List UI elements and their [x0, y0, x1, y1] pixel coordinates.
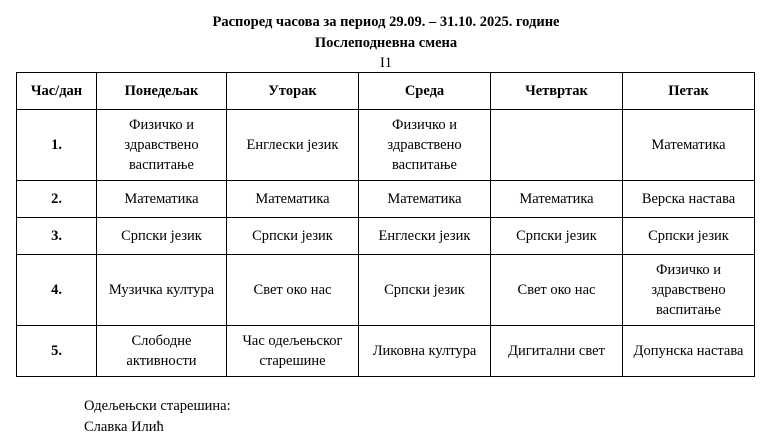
table-cell	[491, 110, 623, 181]
homeroom-teacher-name: Славка Илић	[84, 419, 164, 435]
homeroom-teacher-label: Одељењски старешина:	[84, 398, 231, 414]
table-row	[17, 181, 755, 218]
header-cell-monday: Понедељак	[97, 73, 227, 110]
header-cell-period: Час/дан	[17, 73, 97, 110]
period-number: 5.	[17, 326, 97, 377]
schedule-table	[16, 72, 755, 377]
period-number: 1.	[17, 110, 97, 181]
table-cell: Српски језик	[227, 218, 359, 255]
table-cell: Математика	[359, 181, 491, 218]
table-cell: Српски језик	[623, 218, 755, 255]
table-cell: Српски језик	[359, 255, 491, 326]
period-number: 4.	[17, 255, 97, 326]
table-cell: Физичко и здравствено васпитање	[623, 255, 755, 326]
table-row	[17, 326, 755, 377]
period-number: 2.	[17, 181, 97, 218]
table-row	[17, 110, 755, 181]
table-cell: Енглески језик	[359, 218, 491, 255]
table-cell: Математика	[623, 110, 755, 181]
table-cell: Свет око нас	[491, 255, 623, 326]
table-cell: Математика	[227, 181, 359, 218]
schedule-title: Распоред часова за период 29.09. – 31.10. 2025. године	[212, 14, 560, 30]
header-cell-tuesday: Уторак	[227, 73, 359, 110]
table-cell: Енглески језик	[227, 110, 359, 181]
table-cell: Физичко и здравствено васпитање	[359, 110, 491, 181]
period-number: 3.	[17, 218, 97, 255]
table-row	[17, 218, 755, 255]
table-header-row	[17, 73, 755, 110]
table-cell: Српски језик	[491, 218, 623, 255]
shift-subtitle: Послеподневна смена	[314, 35, 458, 51]
table-cell: Математика	[491, 181, 623, 218]
header-cell-friday: Петак	[623, 73, 755, 110]
table-cell: Свет око нас	[227, 255, 359, 326]
table-cell: Ликовна култура	[359, 326, 491, 377]
table-cell: Српски језик	[97, 218, 227, 255]
table-cell: Допунска настава	[623, 326, 755, 377]
class-label: I1	[379, 55, 393, 71]
table-cell: Дигитални свет	[491, 326, 623, 377]
header-cell-thursday: Четвртак	[491, 73, 623, 110]
table-cell: Верска настава	[623, 181, 755, 218]
table-cell: Музичка култура	[97, 255, 227, 326]
table-row	[17, 255, 755, 326]
table-cell: Математика	[97, 181, 227, 218]
header-cell-wednesday: Среда	[359, 73, 491, 110]
table-cell: Час одељењског старешине	[227, 326, 359, 377]
table-cell: Физичко и здравствено васпитање	[97, 110, 227, 181]
table-cell: Слободне активности	[97, 326, 227, 377]
